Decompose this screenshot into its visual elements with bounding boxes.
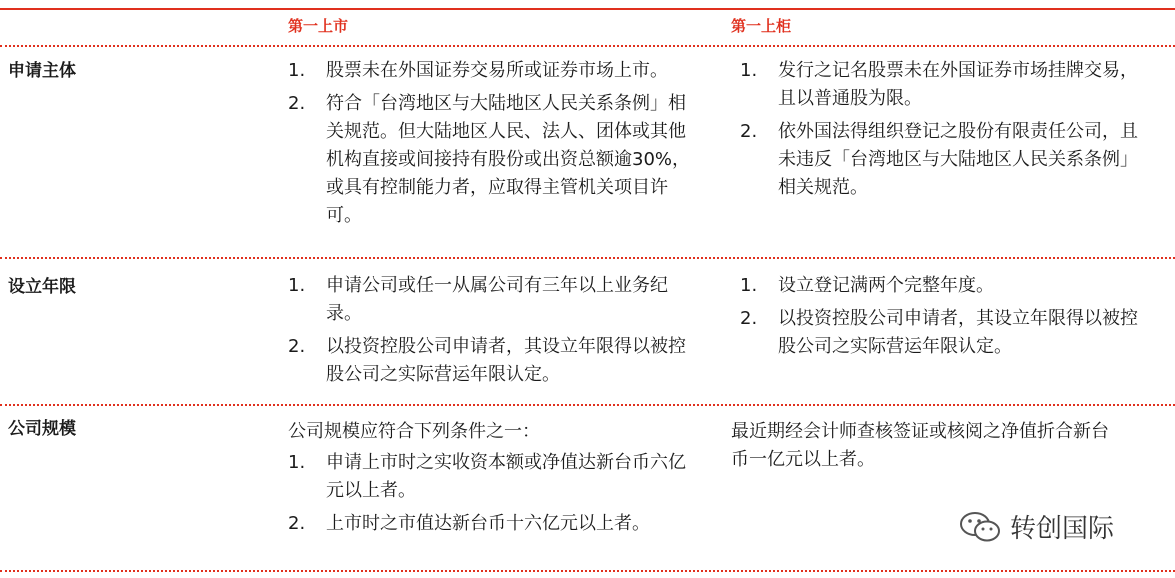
watermark-text: 转创国际 [1010, 514, 1115, 544]
cell-row3-col1 [288, 418, 700, 543]
row-divider [0, 257, 1175, 259]
top-rule [0, 8, 1175, 10]
cell-row1-col1 [288, 57, 700, 235]
list-item: 1. 股票未在外国证券交易所或证券市场上市。 [288, 60, 668, 81]
bottom-rule [0, 570, 1175, 572]
cell-row2-col2 [740, 272, 1152, 366]
wechat-icon [958, 510, 1002, 544]
watermark [958, 508, 1114, 545]
list-item: 1. 申请公司或任一从属公司有三年以上业务纪录。 [288, 275, 668, 324]
row-label: 设立年限 [8, 277, 76, 297]
list-item: 2. 以投资控股公司申请者，其设立年限得以被控股公司之实际营运年限认定。 [288, 336, 686, 385]
row-divider [0, 404, 1175, 406]
list-item: 2. 以投资控股公司申请者，其设立年限得以被控股公司之实际营运年限认定。 [740, 308, 1138, 357]
row-label: 申请主体 [8, 61, 76, 81]
list-item: 1. 发行之记名股票未在外国证券市场挂牌交易，且以普通股为限。 [740, 60, 1138, 109]
list-item: 1. 申请上市时之实收资本额或净值达新台币六亿元以上者。 [288, 452, 686, 501]
row-label: 公司规模 [8, 419, 76, 439]
list-item: 2. 上市时之市值达新台币十六亿元以上者。 [288, 513, 650, 534]
list-item: 2. 依外国法得组织登记之股份有限责任公司，且未违反「台湾地区与大陆地区人民关系条例」相关规范。 [740, 121, 1138, 198]
list-item: 1. 设立登记满两个完整年度。 [740, 275, 994, 296]
list-item: 2. 符合「台湾地区与大陆地区人民关系条例」相关规范。但大陆地区人民、法人、团体或其他机构直接或间接持有股份或出资总额逾30%，或具有控制能力者，应取得主管机关项目许可。 [288, 93, 691, 226]
cell-row3-col2 [731, 418, 1126, 477]
cell-intro: 最近期经会计师查核签证或核阅之净值折合新台币一亿元以上者。 [731, 421, 1109, 470]
cell-intro: 公司规模应符合下列条件之一： [288, 421, 540, 442]
header-rule [0, 45, 1175, 47]
cell-row2-col1 [288, 272, 700, 394]
column-header-first-otc: 第一上柜 [731, 17, 792, 35]
cell-row1-col2 [740, 57, 1152, 207]
column-header-first-listing: 第一上市 [288, 17, 349, 35]
